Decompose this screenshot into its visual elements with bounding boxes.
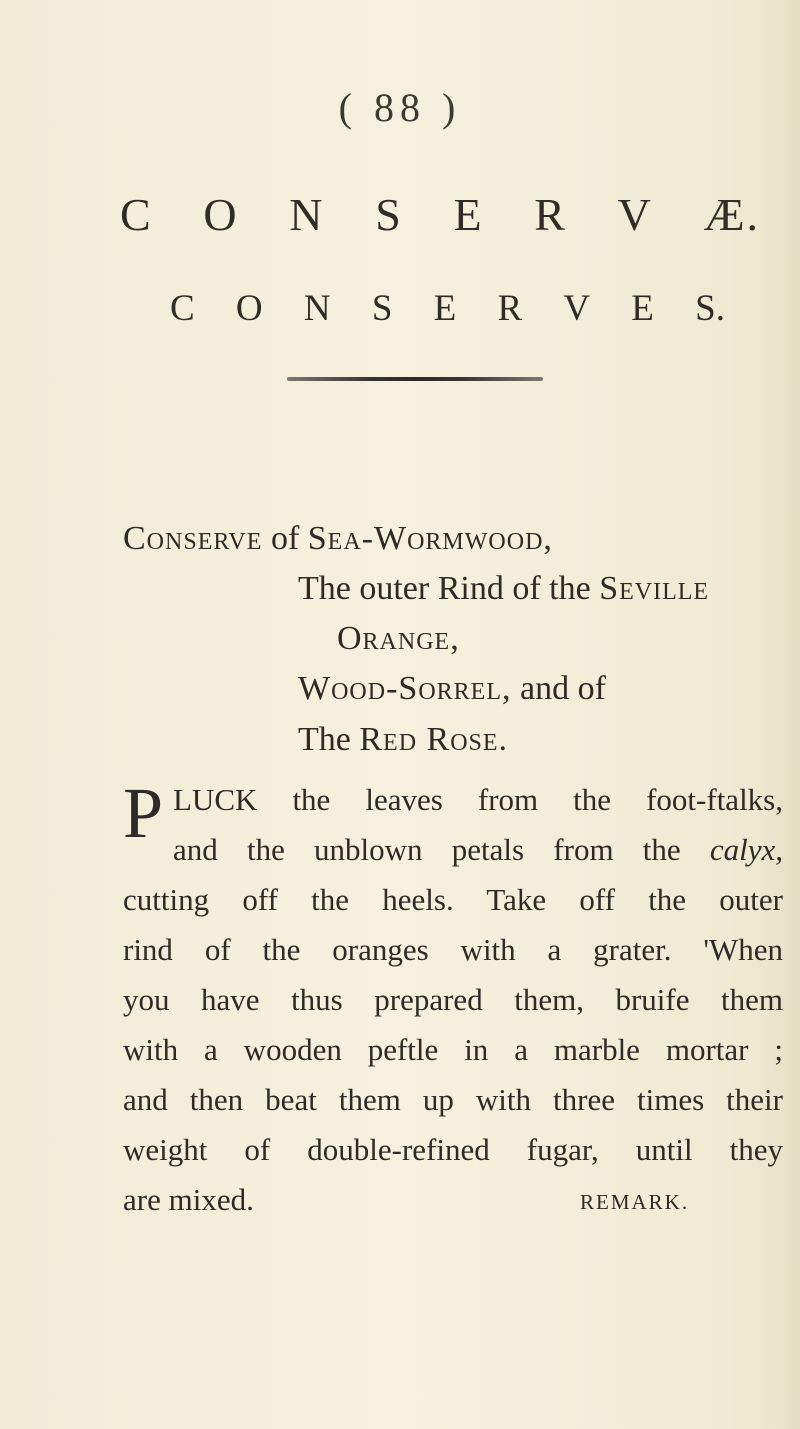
section-divider-rule bbox=[287, 377, 543, 381]
recipe-body bbox=[123, 775, 783, 1225]
body-line: are mixed. bbox=[123, 1182, 254, 1217]
subject-line-1 bbox=[123, 520, 553, 558]
body-line: and then beat them up with three times their bbox=[123, 1082, 783, 1117]
heading-letter: E bbox=[631, 288, 654, 329]
subject-name: Seville bbox=[599, 570, 710, 607]
heading-letter: R bbox=[534, 189, 567, 240]
body-line: with a wooden peftle in a marble mortar ; bbox=[123, 1032, 783, 1067]
subject-name: Orange, bbox=[337, 620, 460, 657]
subject-line-2 bbox=[298, 570, 709, 608]
body-line bbox=[123, 825, 783, 875]
heading-letter: S bbox=[371, 288, 393, 329]
body-italic-text: calyx, bbox=[709, 832, 783, 867]
heading-letter: N bbox=[303, 288, 331, 329]
heading-latin bbox=[120, 188, 760, 241]
heading-letter: V bbox=[563, 288, 591, 329]
subject-line-4 bbox=[298, 670, 606, 708]
heading-letter: Æ. bbox=[703, 189, 760, 240]
heading-letter: V bbox=[617, 189, 653, 240]
body-line: rind of the oranges with a grater. 'When bbox=[123, 932, 783, 967]
heading-letter: N bbox=[289, 189, 325, 240]
drop-cap: P bbox=[123, 773, 164, 853]
heading-letter: O bbox=[203, 189, 239, 240]
body-line-text: and the unblown petals from the bbox=[173, 832, 710, 867]
subject-text: and of bbox=[511, 670, 606, 707]
heading-letter: S. bbox=[695, 288, 725, 329]
heading-letter: O bbox=[235, 288, 263, 329]
heading-letter: E bbox=[453, 189, 484, 240]
page-number: ( 88 ) bbox=[338, 85, 462, 130]
body-line: weight of double-refined fugar, until they bbox=[123, 1132, 783, 1167]
heading-letter: R bbox=[497, 288, 523, 329]
body-line-text: LUCK the leaves from the foot-ftalks, bbox=[173, 782, 783, 817]
heading-letter: E bbox=[433, 288, 457, 329]
subject-name: Sea-Wormwood, bbox=[307, 520, 553, 557]
heading-english bbox=[170, 287, 725, 330]
subject-line-3 bbox=[337, 620, 460, 658]
body-line: cutting off the heels. Take off the outer bbox=[123, 882, 783, 917]
heading-letter: C bbox=[170, 288, 195, 329]
subject-line-5 bbox=[298, 721, 508, 759]
subject-name: Wood-Sorrel, bbox=[298, 670, 512, 707]
subject-caps: Conserve bbox=[123, 520, 263, 557]
body-line: you have thus prepared them, bruife them bbox=[123, 982, 783, 1017]
subject-name: Red Rose. bbox=[359, 721, 509, 758]
catchword: REMARK. bbox=[580, 1190, 690, 1214]
subject-text: The outer Rind of the bbox=[298, 570, 600, 607]
heading-letter: S bbox=[375, 189, 403, 240]
subject-text: of bbox=[262, 520, 308, 557]
subject-text: The bbox=[298, 721, 360, 758]
heading-letter: C bbox=[120, 189, 153, 240]
